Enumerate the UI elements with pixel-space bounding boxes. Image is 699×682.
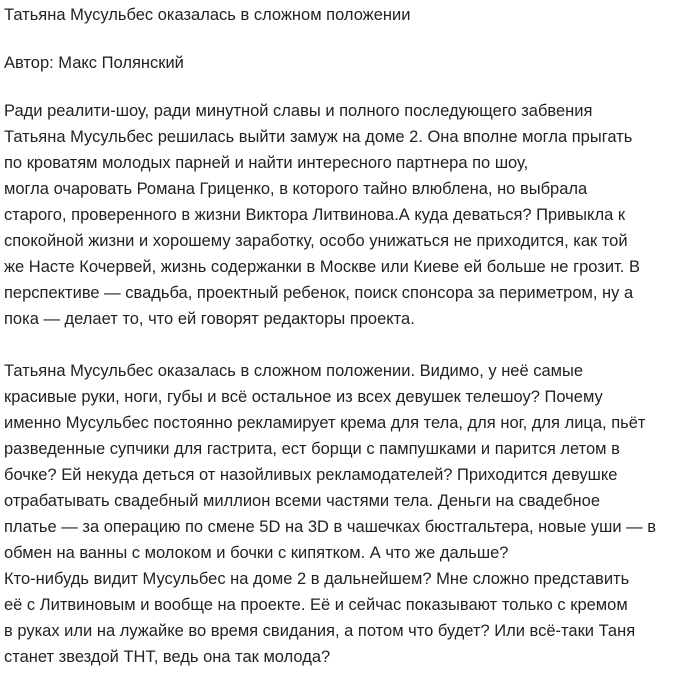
paragraph-line: обмен на ванны с молоком и бочки с кипятком. А что же дальше? [4, 544, 509, 562]
paragraph-line: отрабатывать свадебный миллион всеми частями тела. Деньги на свадебное [4, 492, 600, 510]
paragraph-line: в руках или на лужайке во время свидания, а потом что будет? Или всё-таки Таня [4, 622, 636, 640]
paragraph-line: пока — делает то, что ей говорят редакторы проекта. [4, 310, 415, 328]
paragraph-line: станет звездой ТНТ, ведь она так молода? [4, 648, 331, 666]
article-paragraph-2 [4, 358, 656, 566]
paragraph-line: бочке? Ей некуда деться от назойливых рекламодателей? Приходится девушке [4, 466, 618, 484]
paragraph-line: по кроватям молодых парней и найти интересного партнера по шоу, [4, 154, 529, 172]
paragraph-line: Кто-нибудь видит Мусульбес на доме 2 в дальнейшем? Мне сложно представить [4, 570, 630, 588]
article-paragraph-3 [4, 566, 635, 670]
paragraph-line: перспективе — свадьба, проектный ребенок, поиск спонсора за периметром, ну а [4, 284, 634, 302]
paragraph-line: же Насте Кочервей, жизнь содержанки в Москве или Киеве ей больше не грозит. В [4, 258, 640, 276]
article-author: Автор: Макс Полянский [4, 54, 184, 72]
paragraph-line: Ради реалити-шоу, ради минутной славы и полного последующего забвения [4, 102, 593, 120]
paragraph-line: Татьяна Мусульбес оказалась в сложном положении. Видимо, у неё самые [4, 362, 584, 380]
paragraph-line: старого, проверенного в жизни Виктора Литвинова.А куда деваться? Привыкла к [4, 206, 626, 224]
paragraph-line: её с Литвиновым и вообще на проекте. Её и сейчас показывают только с кремом [4, 596, 628, 614]
paragraph-line: красивые руки, ноги, губы и всё остальное из всех девушек телешоу? Почему [4, 388, 603, 406]
paragraph-line: платье — за операцию по смене 5D на 3D в чашечках бюстгальтера, новые уши — в [4, 518, 656, 536]
paragraph-line: именно Мусульбес постоянно рекламирует крема для тела, для ног, для лица, пьёт [4, 414, 646, 432]
paragraph-line: могла очаровать Романа Гриценко, в которого тайно влюблена, но выбрала [4, 180, 588, 198]
paragraph-line: спокойной жизни и хорошему заработку, особо унижаться не приходится, как той [4, 232, 628, 250]
paragraph-line: Татьяна Мусульбес решилась выйти замуж на доме 2. Она вполне могла прыгать [4, 128, 633, 146]
article-title: Татьяна Мусульбес оказалась в сложном положении [4, 6, 411, 24]
article-paragraph-1 [4, 98, 640, 332]
paragraph-line: разведенные супчики для гастрита, ест борщи с пампушками и парится летом в [4, 440, 620, 458]
